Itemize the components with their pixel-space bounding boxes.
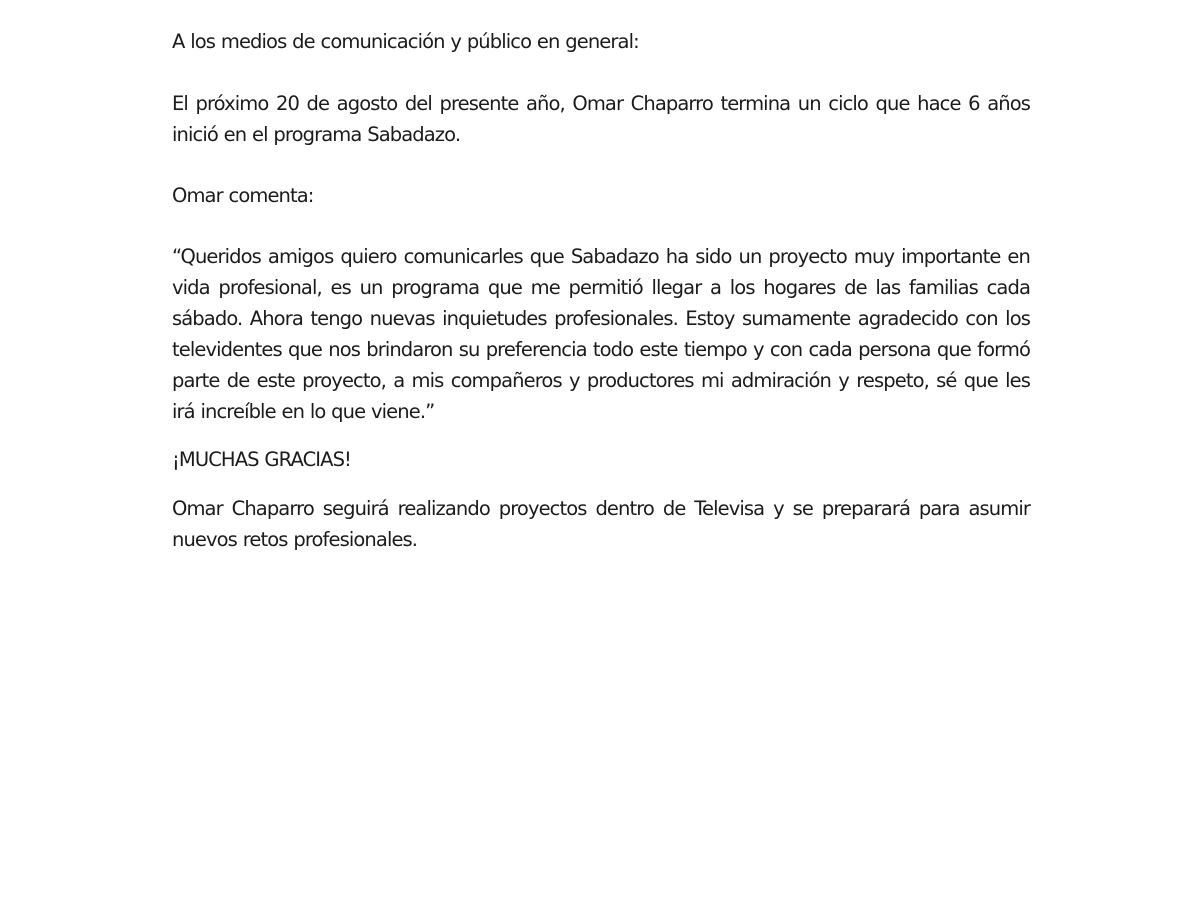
- closing-paragraph: Omar Chaparro seguirá realizando proyectos dentro de Televisa y se preparará para asumir nuevos retos profesionales.: [172, 497, 1030, 551]
- salutation: A los medios de comunicación y público en general:: [172, 30, 639, 53]
- thanks-heading: ¡MUCHAS GRACIAS!: [172, 448, 351, 471]
- quote-paragraph: “Queridos amigos quiero comunicarles que Sabadazo ha sido un proyecto muy importante en vida profesional, es un programa que me permitió llegar a los hogares de las familias cada sábado. Ahora tengo nuevas inquietudes profesionales. Estoy sumamente agradecido con los televidentes que nos brindaron su preferencia todo este tiempo y con cada persona que formó parte de este proyecto, a mis compañeros y productores mi admiración y respeto, sé que les irá increíble en lo que viene.”: [172, 245, 1030, 423]
- intro-paragraph: El próximo 20 de agosto del presente año, Omar Chaparro termina un ciclo que hace 6 años inició en el programa Sabadazo.: [172, 92, 1030, 146]
- press-release-document: [172, 26, 1030, 555]
- quote-lead-in: Omar comenta:: [172, 184, 314, 207]
